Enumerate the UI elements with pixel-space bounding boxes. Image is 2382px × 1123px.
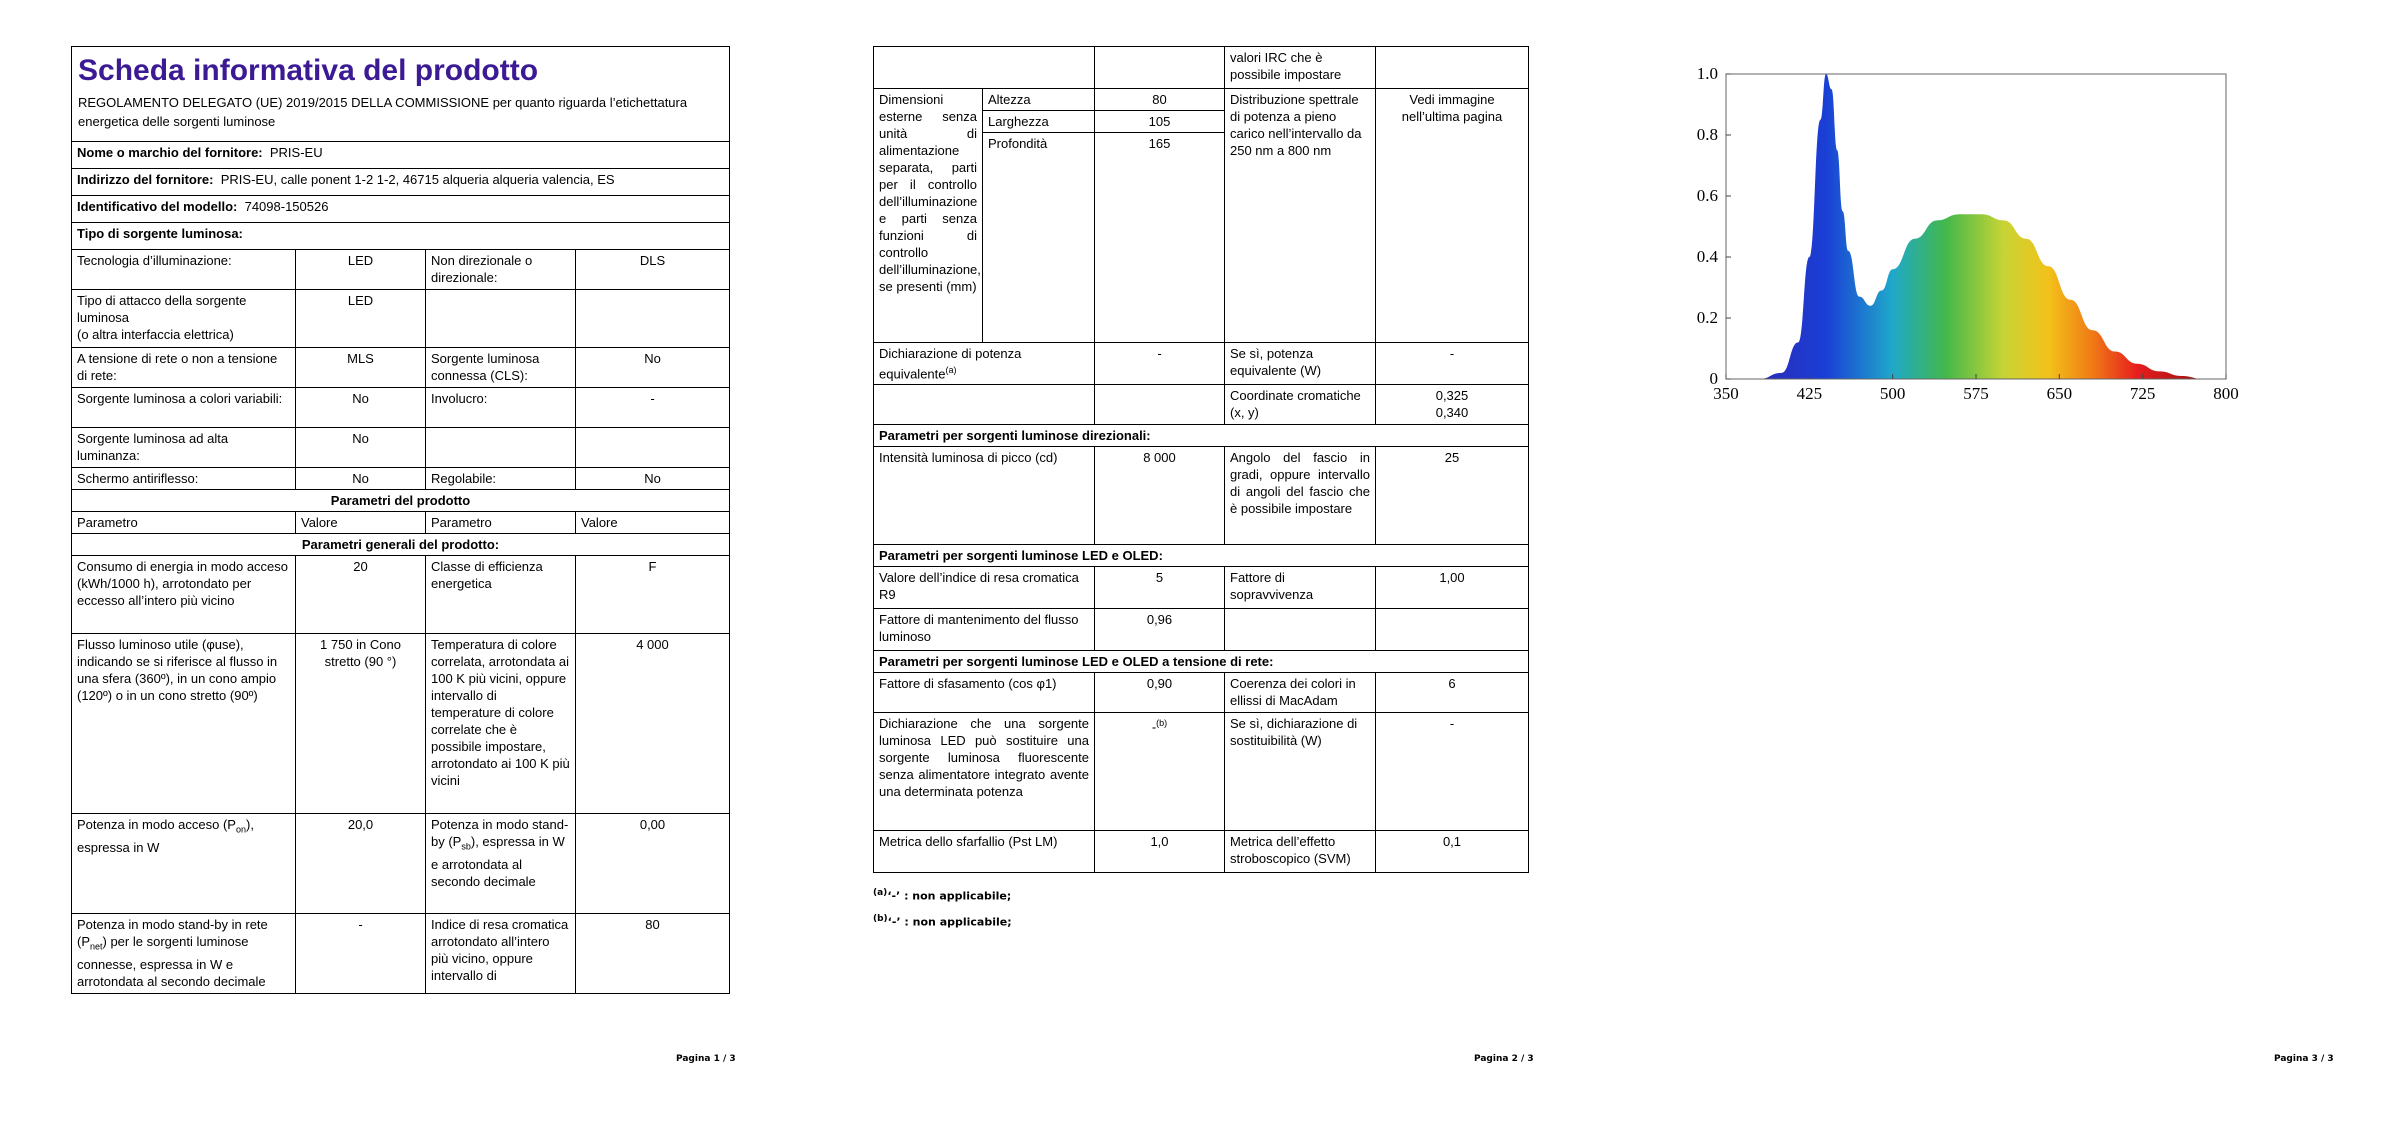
cell-value: - — [1376, 713, 1529, 831]
cell-label: Non direzionale o direzionale: — [426, 250, 576, 290]
section-heading: Parametri del prodotto — [72, 490, 730, 512]
cell-label: Dichiarazione che una sorgente luminosa LED può sostituire una sorgente luminosa fluorescente senza alimentatore integrato avente una determinata potenza — [874, 713, 1095, 831]
cell-label: Temperatura di colore correlata, arrotondata ai 100 K più vicini, oppure intervallo di temperature di colore correlate che è possibile impostare, arrotondato ai 100 K più vicini — [426, 634, 576, 814]
page-number: Pagina 2 / 3 — [1474, 1054, 1534, 1064]
cell-value: 0,90 — [1095, 673, 1225, 713]
cell-value: -$^{(b)}$ — [1095, 713, 1225, 831]
cell-value: No — [296, 388, 426, 428]
cell-label: valori IRC che è possibile impostare — [1225, 47, 1376, 89]
section-heading: Parametri per sorgenti luminose LED e OLED a tensione di rete: — [874, 651, 1529, 673]
page-1 — [0, 0, 794, 1123]
source-type-heading: Tipo di sorgente luminosa: — [72, 223, 730, 250]
x-tick-label: 575 — [1963, 384, 1989, 403]
page-2 — [794, 0, 1588, 1123]
cie-x: 0,325 — [1435, 388, 1469, 404]
cell-label: Metrica dello sfarfallio (Pst LM) — [874, 831, 1095, 873]
cell-value: - — [296, 914, 426, 994]
doc-title: Scheda informativa del prodotto — [78, 54, 539, 87]
dim-label: Altezza — [983, 89, 1095, 111]
cell-label: Tipo di attacco della sorgente luminosa — [77, 293, 247, 325]
cell-label: Se sì, potenza equivalente (W) — [1225, 343, 1376, 385]
dim-value: 80 — [1095, 89, 1225, 111]
cell-label: Metrica dell’effetto stroboscopico (SVM) — [1225, 831, 1376, 873]
cell-value: No — [296, 468, 426, 490]
y-tick-label: 0.4 — [1696, 247, 1718, 266]
cell-value: LED — [296, 290, 426, 348]
x-tick-label: 725 — [2129, 384, 2156, 403]
cell-label: Consumo di energia in modo acceso (kWh/1000 h), arrotondato per eccesso all’intero più vicino — [72, 556, 296, 634]
cell-value: 1,00 — [1376, 567, 1529, 609]
cell-label: Se sì, dichiarazione di sostituibilità (W) — [1225, 713, 1376, 831]
cell-label: Flusso luminoso utile (φuse), indicando se si riferisce al flusso in una sfera (360º), in un cono ampio (120º) o in un cono stretto (90º) — [72, 634, 296, 814]
cell-label: Intensità luminosa di picco (cd) — [874, 447, 1095, 545]
page-number: Pagina 1 / 3 — [676, 1054, 736, 1064]
model-label: Identificativo del modello: — [77, 199, 238, 214]
cell-label: Distribuzione spettrale di potenza a pieno carico nell’intervallo da 250 nm a 800 nm — [1225, 89, 1376, 343]
cell-label: Schermo antiriflesso: — [72, 468, 296, 490]
supplier-name: PRIS-EU — [269, 145, 323, 160]
dim-value: 165 — [1095, 133, 1225, 343]
x-tick-label: 650 — [2046, 384, 2073, 403]
cell-label: Dimensioni esterne senza unità di alimentazione separata, parti per il controllo dell’illuminazione e parti senza funzioni di controllo dell’illuminazione, se presenti (mm) — [874, 89, 983, 343]
supplier-address: PRIS-EU, calle ponent 1-2 1-2, 46715 alqueria alqueria valencia, ES — [220, 172, 615, 187]
cell-value: 4 000 — [576, 634, 730, 814]
cell-value: - — [1095, 343, 1225, 385]
cell-value: Vedi immagine nell’ultima pagina — [1376, 89, 1529, 343]
section-heading: Parametri generali del prodotto: — [72, 534, 730, 556]
cell-value: 6 — [1376, 673, 1529, 713]
cell-label: Classe di efficienza energetica — [426, 556, 576, 634]
cell-value: No — [296, 428, 426, 468]
column-header: Parametro — [72, 512, 296, 534]
y-tick-label: 0.6 — [1696, 186, 1718, 205]
cell-label: Angolo del fascio in gradi, oppure intervallo di angoli del fascio che è possibile impostare — [1225, 447, 1376, 545]
regulation-text: REGOLAMENTO DELEGATO (UE) 2019/2015 DELLA COMMISSIONE per quanto riguarda l’etichettatura energetica delle sorgenti luminose — [78, 95, 688, 129]
cell-value: 25 — [1376, 447, 1529, 545]
x-tick-label: 425 — [1796, 384, 1823, 403]
cell-value: 20,0 — [296, 814, 426, 914]
column-header: Parametro — [426, 512, 576, 534]
cell-label: (o altra interfaccia elettrica) — [77, 327, 234, 342]
dim-label: Profondità — [983, 133, 1095, 343]
footnote-a: $^{(a)}$‘-’ : non applicabile; — [873, 888, 1012, 903]
cell-value: - — [1376, 343, 1529, 385]
cell-value: 80 — [576, 914, 730, 994]
cell-value: 1 750 in Cono stretto (90 °) — [296, 634, 426, 814]
cell-value: 5 — [1095, 567, 1225, 609]
supplier-name-label: Nome o marchio del fornitore: — [77, 145, 263, 160]
y-tick-label: 0.2 — [1696, 308, 1718, 327]
cell-label: Coerenza dei colori in ellissi di MacAdam — [1225, 673, 1376, 713]
cell-value: No — [576, 348, 730, 388]
section-heading: Parametri per sorgenti luminose LED e OLED: — [874, 545, 1529, 567]
column-header: Valore — [296, 512, 426, 534]
cell-value: - — [576, 388, 730, 428]
cell-label: Fattore di sopravvivenza — [1225, 567, 1376, 609]
spectrum-area — [1759, 74, 2203, 379]
x-tick-label: 350 — [1713, 384, 1739, 403]
cell-label: A tensione di rete o non a tensione di rete: — [72, 348, 296, 388]
cell-label: Potenza in modo stand-by $(P_{sb})$, espressa in W e arrotondata al secondo decimale — [426, 814, 576, 914]
section-heading: Parametri per sorgenti luminose direzionali: — [874, 425, 1529, 447]
spectral-distribution-chart — [1696, 54, 2266, 414]
cell-label: Involucro: — [426, 388, 576, 428]
cell-label: Indice di resa cromatica arrotondato all’intero più vicino, oppure intervallo di — [426, 914, 576, 994]
cell-value: DLS — [576, 250, 730, 290]
product-info-table-cont — [873, 46, 1529, 873]
footnote-b: $^{(b)}$‘-’ : non applicabile; — [873, 913, 1012, 929]
product-info-table — [71, 46, 730, 994]
model-id: 74098-150526 — [244, 199, 329, 214]
cell-label: Sorgente luminosa a colori variabili: — [72, 388, 296, 428]
supplier-address-label: Indirizzo del fornitore: — [77, 172, 214, 187]
column-header: Valore — [576, 512, 730, 534]
cell-value: No — [576, 468, 730, 490]
cell-value: 0,00 — [576, 814, 730, 914]
cell-value: 0,1 — [1376, 831, 1529, 873]
cell-label: Potenza in modo stand-by in rete $(P_{net})$ per le sorgenti luminose connesse, espressa in W e arrotondata al secondo decimale — [72, 914, 296, 994]
cell-value: MLS — [296, 348, 426, 388]
cell-value: LED — [296, 250, 426, 290]
cie-y: 0,340 — [1435, 405, 1469, 421]
cell-label: Potenza in modo acceso $(P_{on})$, espressa in W — [72, 814, 296, 914]
x-tick-label: 800 — [2213, 384, 2239, 403]
cell-value: 8 000 — [1095, 447, 1225, 545]
cell-label: Fattore di sfasamento (cos φ1) — [874, 673, 1095, 713]
cell-label: Dichiarazione di potenza equivalente$^{(a)}$ — [874, 343, 1095, 385]
cell-value: 1,0 — [1095, 831, 1225, 873]
cell-label: Sorgente luminosa ad alta luminanza: — [72, 428, 296, 468]
cell-label: Sorgente luminosa connessa (CLS): — [426, 348, 576, 388]
cell-label: Tecnologia d’illuminazione: — [72, 250, 296, 290]
page-number: Pagina 3 / 3 — [2274, 1054, 2334, 1064]
dim-value: 105 — [1095, 111, 1225, 133]
cell-label: Valore dell’indice di resa cromatica R9 — [874, 567, 1095, 609]
dim-label: Larghezza — [983, 111, 1095, 133]
y-tick-label: 1.0 — [1696, 64, 1718, 83]
cell-label: Regolabile: — [426, 468, 576, 490]
cell-value: F — [576, 556, 730, 634]
cell-label: Fattore di mantenimento del flusso luminoso — [874, 609, 1095, 651]
x-tick-label: 500 — [1879, 384, 1906, 403]
page-3 — [1588, 0, 2382, 1123]
cell-value: 0,96 — [1095, 609, 1225, 651]
footnotes — [873, 882, 1012, 933]
cell-value: 20 — [296, 556, 426, 634]
cell-label: Coordinate cromatiche (x, y) — [1225, 385, 1376, 425]
y-tick-label: 0 — [1709, 369, 1718, 388]
y-tick-label: 0.8 — [1696, 125, 1718, 144]
